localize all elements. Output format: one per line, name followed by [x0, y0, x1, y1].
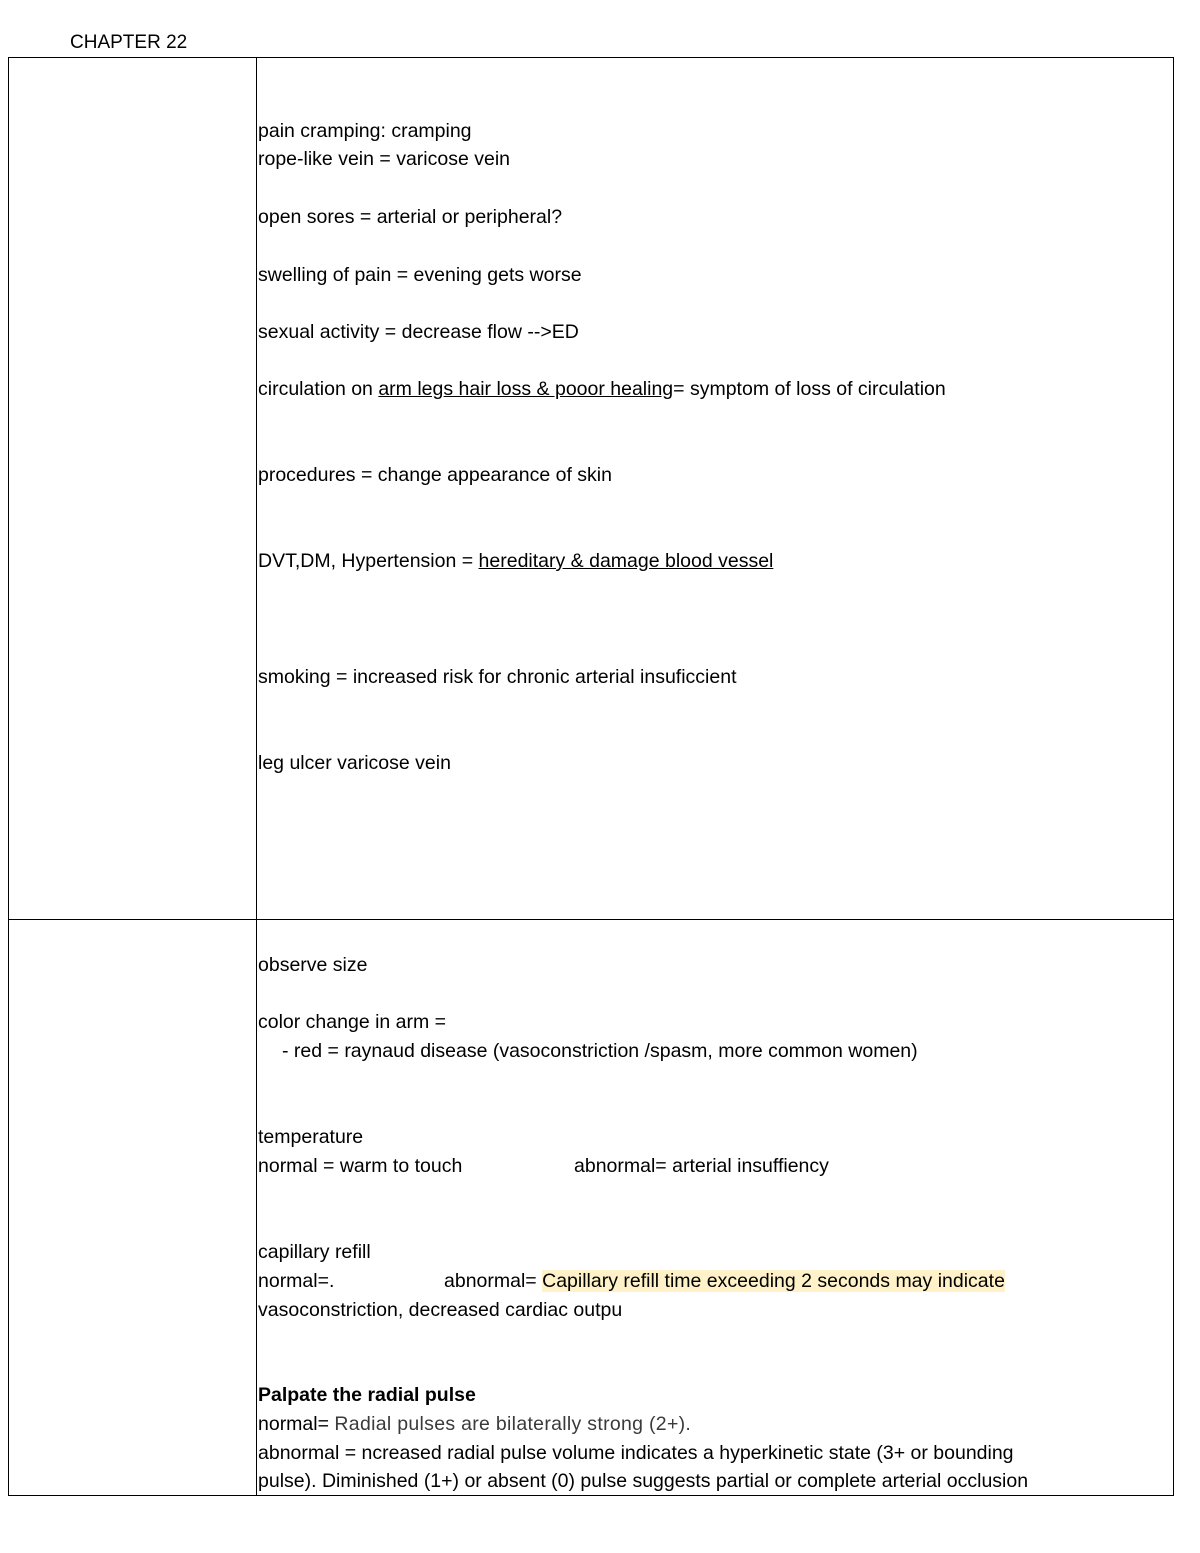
note-text: normal=	[258, 1413, 335, 1435]
note-text: = symptom of loss of circulation	[673, 378, 946, 400]
note-line: sexual activity = decrease flow -->ED	[258, 321, 579, 343]
note-line	[258, 1267, 1158, 1295]
note-line: procedures = change appearance of skin	[258, 464, 612, 486]
note-line: swelling of pain = evening gets worse	[258, 264, 582, 286]
note-line: open sores = arterial or peripheral?	[258, 206, 563, 228]
underlined-text: hereditary & damage blood vessel	[478, 550, 774, 572]
page-header: CHAPTER 22	[70, 32, 188, 53]
note-line: pulse). Diminished (1+) or absent (0) pulse suggests partial or complete arterial occlusion	[258, 1470, 1029, 1492]
note-line: temperature	[258, 1126, 364, 1148]
note-line: observe size	[258, 954, 368, 976]
note-line: - red = raynaud disease (vasoconstriction /spasm, more common women)	[282, 1040, 918, 1062]
note-line	[258, 1152, 1058, 1180]
note-text	[444, 1267, 1005, 1295]
note-line: rope-like vein = varicose vein	[258, 148, 510, 170]
note-line	[258, 547, 773, 575]
highlighted-text: Capillary refill time exceeding 2 seconds may indicate	[542, 1270, 1005, 1292]
note-line: smoking = increased risk for chronic arterial insuficcient	[258, 666, 737, 688]
underlined-text: arm legs hair loss & pooor healing	[378, 378, 674, 400]
note-text: abnormal=	[444, 1270, 543, 1292]
note-line: vasoconstriction, decreased cardiac outpu	[258, 1299, 623, 1321]
note-text: DVT,DM, Hypertension =	[258, 550, 479, 572]
note-line: abnormal = ncreased radial pulse volume indicates a hyperkinetic state (3+ or bounding	[258, 1442, 1014, 1464]
note-line: color change in arm =	[258, 1011, 447, 1033]
note-line: capillary refill	[258, 1241, 371, 1263]
row-divider	[9, 919, 1173, 920]
note-text: normal=.	[258, 1270, 335, 1292]
note-heading: Palpate the radial pulse	[258, 1384, 476, 1406]
note-line	[258, 1410, 691, 1438]
note-line: leg ulcer varicose vein	[258, 752, 451, 774]
note-text: circulation on	[258, 378, 379, 400]
quoted-text: Radial pulses are bilaterally strong (2+).	[334, 1413, 692, 1435]
note-text: abnormal= arterial insuffiency	[574, 1155, 829, 1177]
note-line: pain cramping: cramping	[258, 120, 472, 142]
note-text: normal = warm to touch	[258, 1155, 463, 1177]
note-line	[258, 375, 946, 403]
column-divider	[256, 58, 257, 1495]
